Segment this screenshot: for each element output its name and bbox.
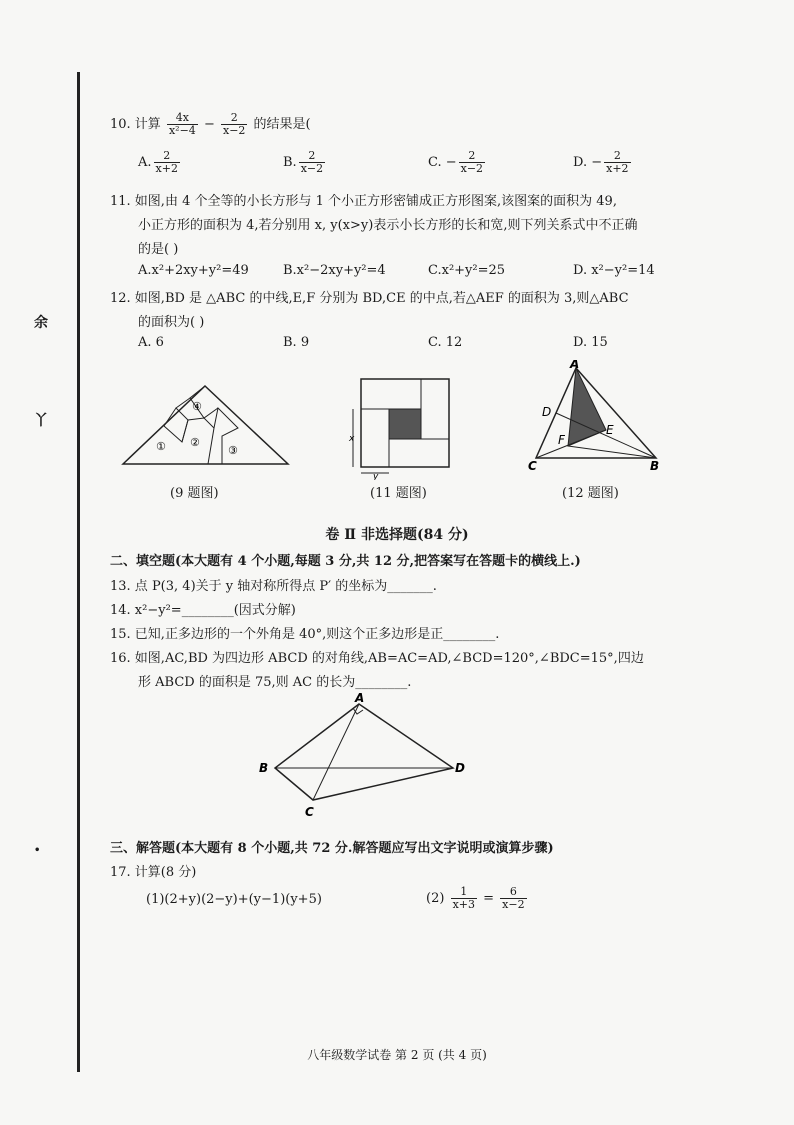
figure-16 [255,692,470,820]
figure-label: ② [190,436,200,449]
option-a: A.x²+2xy+y²=49 [138,263,249,278]
question-12-line: 12. 如图,BD 是 △ABC 的中线,E,F 分别为 BD,CE 的中点,若△AEF 的面积为 3,则△ABC [110,291,629,306]
figure-label: ③ [228,444,238,457]
figure-label: y [373,472,379,480]
figure-label: x [349,434,355,444]
figure-label: ④ [192,400,202,413]
question-16-line: 形 ABCD 的面积是 75,则 AC 的长为________. [138,675,412,690]
figure-label: B [650,459,660,473]
figure-label: C [528,459,537,473]
question-17-part-1: (1)(2+y)(2−y)+(y−1)(y+5) [146,892,322,907]
figure-label: C [305,805,314,819]
fraction: $\frac{4x}{\text{x²−4}}$ [168,111,196,137]
question-11-line: 小正方形的面积为 4,若分别用 x, y(x>y)表示小长方形的长和宽,则下列关系式中不正确 [138,218,638,233]
section-heading: 二、填空题(本大题有 4 个小题,每题 3 分,共 12 分,把答案写在答题卡的横线上.) [110,554,581,569]
figure-label: E [606,423,614,437]
question-17-part-2: (2) $\frac{1}{x+3}$ = $\frac{6}{x-2}$ [426,885,525,911]
option-b: B. $\frac{2}{x-2}$ [283,149,324,175]
question-14: 14. x²−y²=________(因式分解) [110,603,296,618]
option-d: D. x²−y²=14 [573,263,655,278]
question-12-line: 的面积为( ) [138,315,205,330]
figure-label: A [570,360,580,371]
option-b: B. 9 [283,335,310,350]
option-d: D. − $\frac{2}{x+2}$ [573,149,629,175]
figure-caption: (12 题图) [562,486,619,501]
option-a: A. $\frac{2}{x+2}$ [138,149,178,175]
page-footer: 八年级数学试卷 第 2 页 (共 4 页) [307,1048,487,1062]
option-c: C.x²+y²=25 [428,263,506,278]
option-b: B.x²−2xy+y²=4 [283,263,386,278]
figure-label: B [259,761,269,775]
question-11-line: 11. 如图,由 4 个全等的小长方形与 1 个小正方形密铺成正方形图案,该图案的面积为 49, [110,194,617,209]
figure-label: D [542,405,552,419]
figure-label: ① [156,440,166,453]
fraction: $\frac{2}{x-2}$ [222,111,246,137]
option-c: C. − $\frac{2}{x-2}$ [428,149,484,175]
figure-label: A [355,692,365,705]
figure-label: D [455,761,465,775]
section-heading: 三、解答题(本大题有 8 个小题,共 72 分.解答题应写出文字说明或演算步骤) [110,841,554,856]
figure-12 [520,360,670,475]
margin-mark: 丫 [34,413,48,429]
figure-9 [118,380,293,470]
part-2-title: 卷 Ⅱ 非选择题(84 分) [325,527,469,543]
option-c: C. 12 [428,335,463,350]
question-15: 15. 已知,正多边形的一个外角是 40°,则这个正多边形是正________. [110,627,500,642]
question-11-line: 的是( ) [138,242,179,257]
figure-caption: (9 题图) [170,486,219,501]
binding-margin-line [77,72,80,1072]
question-13: 13. 点 P(3, 4)关于 y 轴对称所得点 P′ 的坐标为_______. [110,579,437,594]
margin-mark: 余 [34,315,48,331]
question-17: 17. 计算(8 分) [110,865,197,880]
margin-mark: • [34,845,41,856]
figure-caption: (11 题图) [370,486,427,501]
question-16-line: 16. 如图,AC,BD 为四边形 ABCD 的对角线,AB=AC=AD,∠BCD=120°,∠BDC=15°,四边 [110,651,644,666]
option-d: D. 15 [573,335,608,350]
figure-11 [347,375,457,480]
figure-label: F [558,433,565,447]
question-10: 10. 计算 $\frac{4x}{\text{x²−4}}$ − $\frac{2}{x-2}$ 的结果是( [110,111,311,137]
option-a: A. 6 [138,335,164,350]
